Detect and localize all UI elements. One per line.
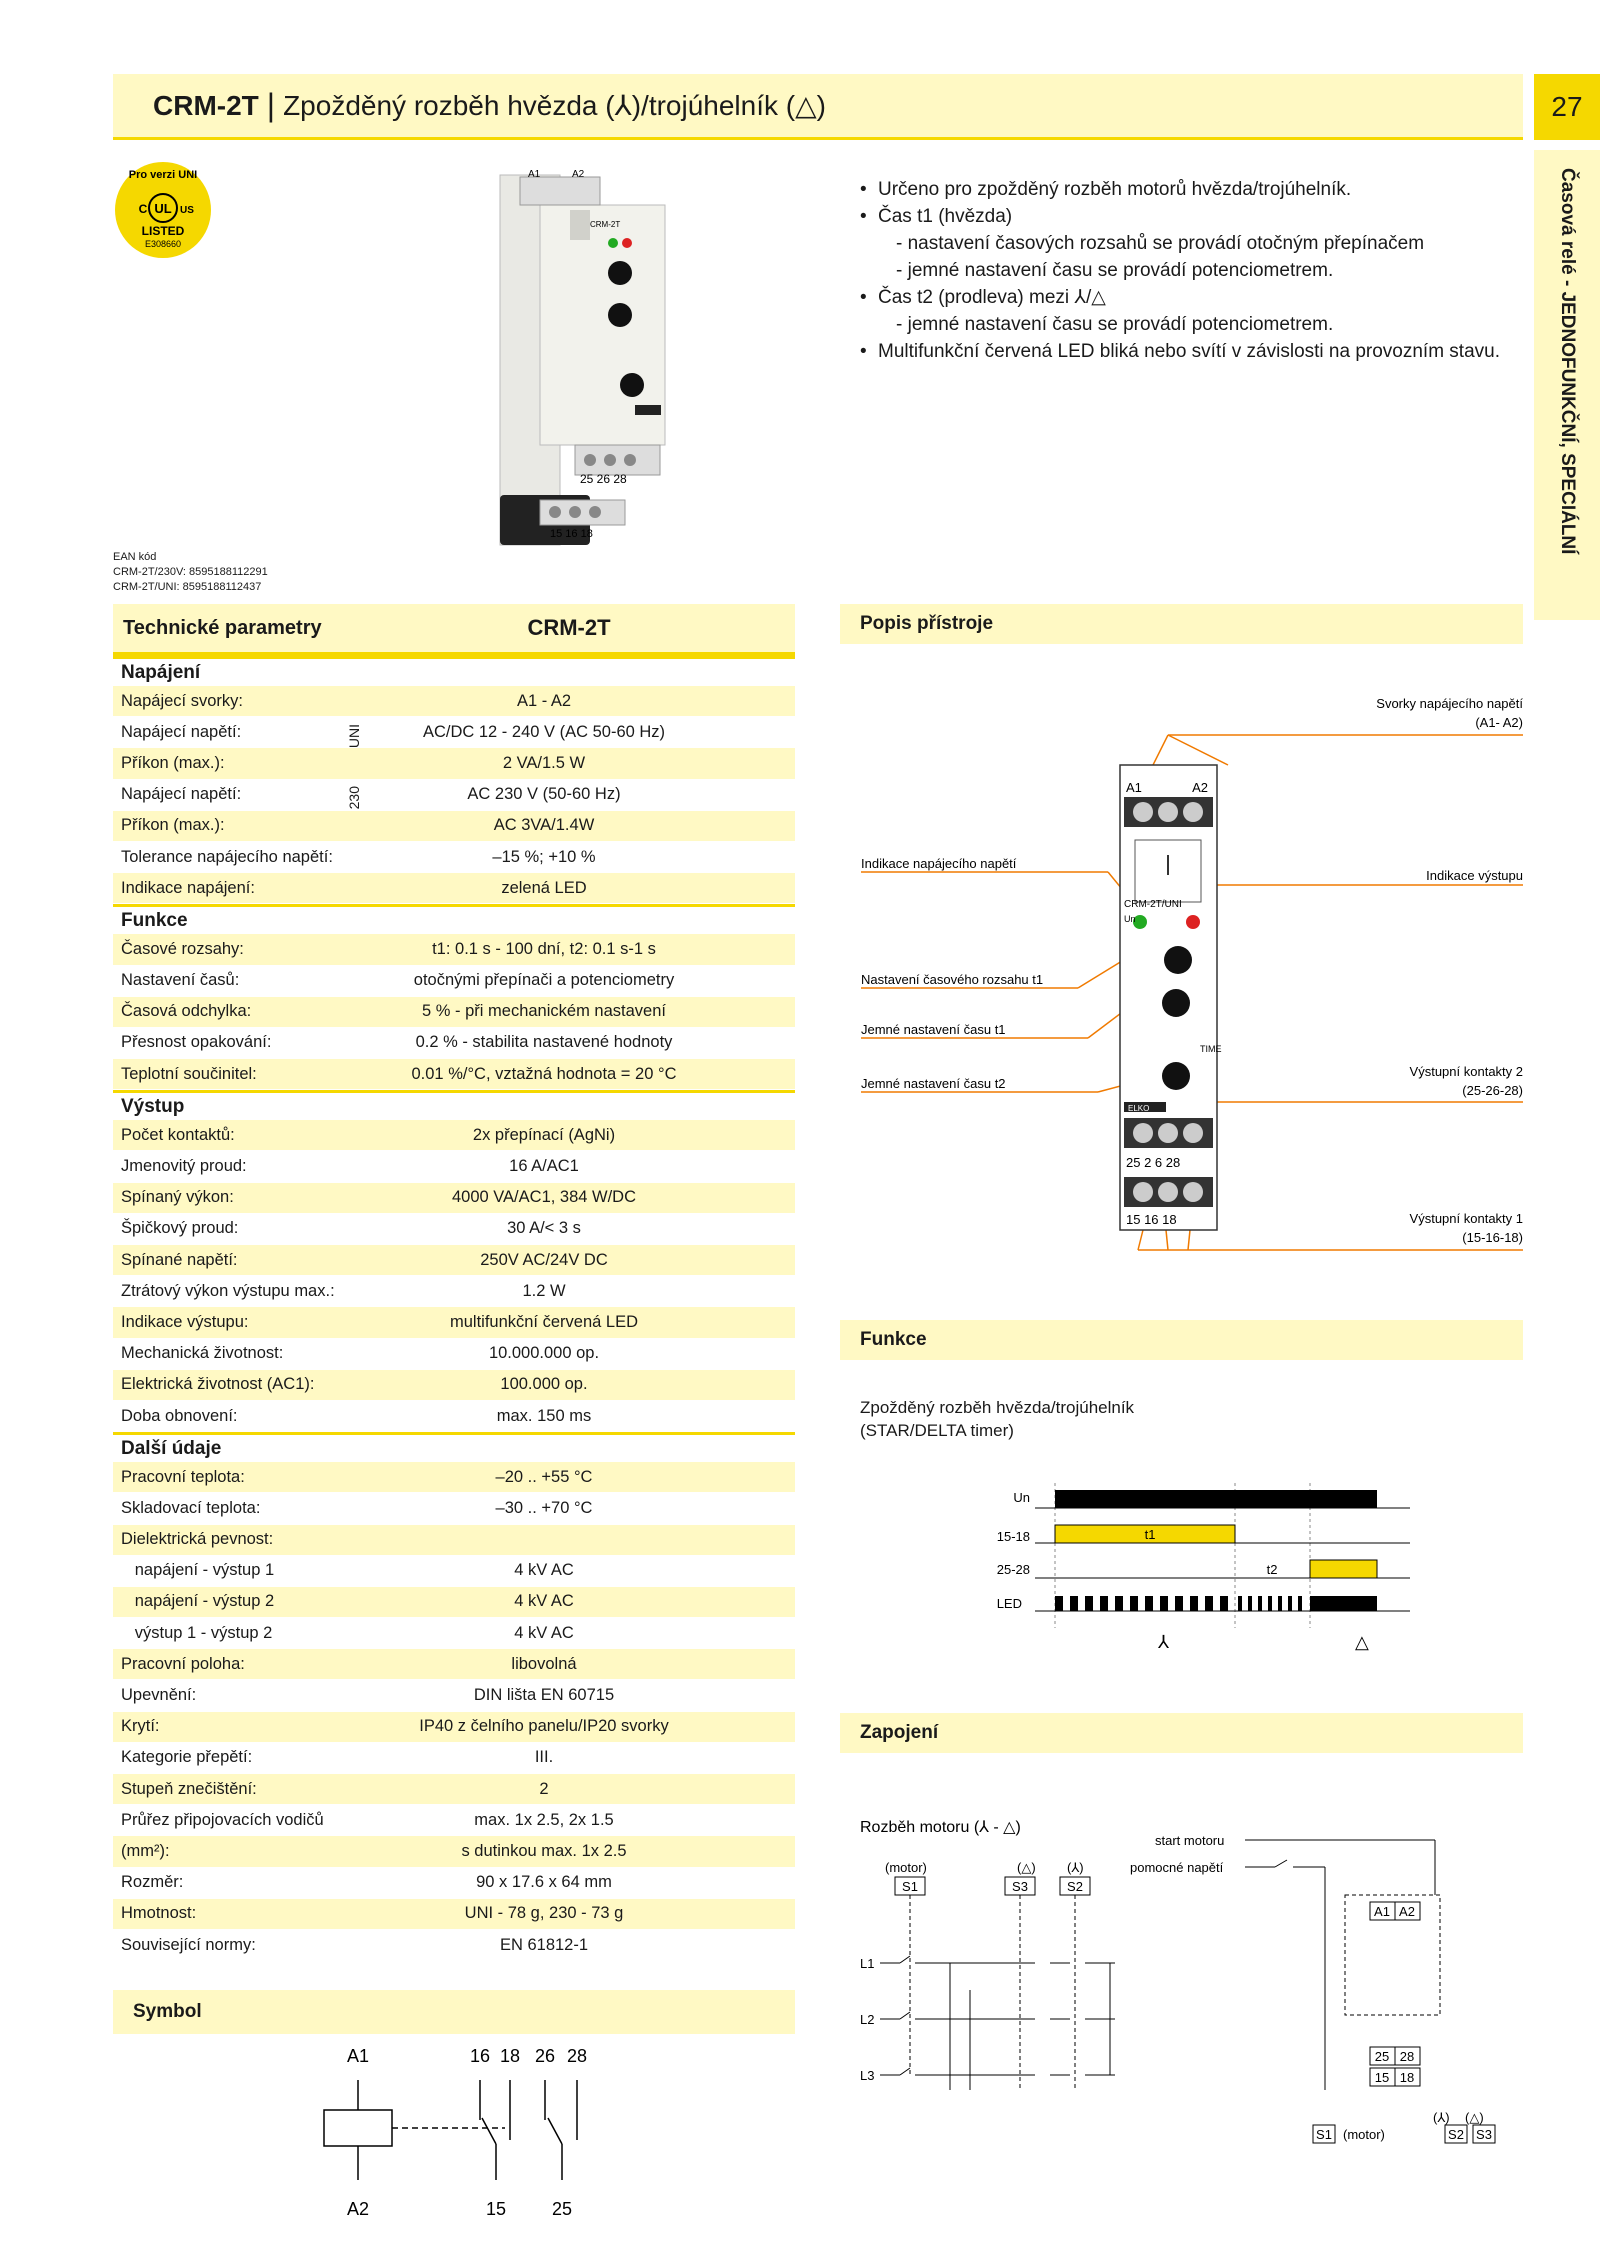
tech-row-label: Napájecí svorky: <box>121 691 243 710</box>
svg-text:25: 25 <box>1374 2049 1390 2064</box>
svg-text:Jemné nastavení času t1: Jemné nastavení času t1 <box>861 1022 1006 1037</box>
product-photo <box>480 165 670 555</box>
tech-row-label: Související normy: <box>121 1935 256 1954</box>
svg-text:(15-16-18): (15-16-18) <box>1462 1230 1523 1245</box>
tech-row <box>113 1183 795 1214</box>
svg-text:TIME: TIME <box>1200 1044 1222 1054</box>
tech-row-label: Krytí: <box>121 1717 160 1736</box>
tech-row <box>113 1899 795 1930</box>
tech-row-value: 2x přepínací (AgNi) <box>472 1125 616 1144</box>
feature-list <box>860 176 1540 365</box>
tech-row <box>113 1836 795 1867</box>
badge-c: C <box>138 202 148 216</box>
svg-text:25 2 6 28: 25 2 6 28 <box>1126 1155 1181 1170</box>
tech-row-label: Elektrická životnost (AC1): <box>121 1375 315 1394</box>
svg-text:A1: A1 <box>346 2046 370 2066</box>
svg-text:ELKO: ELKO <box>1128 1104 1150 1113</box>
tech-row-value: max. 150 ms <box>496 1406 592 1425</box>
tech-section-title: Další údaje <box>113 1432 795 1462</box>
tech-row-value: s dutinkou max. 1x 2.5 <box>461 1841 627 1860</box>
tech-row-value: 100.000 op. <box>500 1375 588 1394</box>
tech-row-label: výstup 1 - výstup 2 <box>121 1623 273 1642</box>
svg-text:A2: A2 <box>1192 780 1208 795</box>
svg-text:18: 18 <box>499 2046 521 2066</box>
tech-row <box>113 1743 795 1774</box>
ul-badge <box>113 158 213 268</box>
symbol-title: Symbol <box>133 2001 202 2022</box>
tech-row-label: Pracovní teplota: <box>121 1467 245 1486</box>
svg-text:start motoru: start motoru <box>1155 1833 1225 1848</box>
svg-text:(△): (△) <box>1017 1860 1036 1875</box>
tech-row-value: 250V AC/24V DC <box>480 1250 608 1269</box>
tech-row <box>113 1525 795 1556</box>
tech-params-header <box>113 604 795 656</box>
v230-side-label: 230 <box>346 785 362 810</box>
svg-text:16: 16 <box>469 2046 491 2066</box>
tech-row <box>113 1339 795 1370</box>
svg-text:△: △ <box>1355 1632 1369 1652</box>
tech-row-label: napájení - výstup 1 <box>121 1561 275 1580</box>
svg-text:A2: A2 <box>572 169 585 180</box>
svg-text:(motor): (motor) <box>1343 2127 1385 2142</box>
tech-row-label: Mechanická životnost: <box>121 1344 284 1363</box>
tech-row-label: Průřez připojovacích vodičů <box>121 1810 324 1829</box>
side-tab-label: Časová relé - JEDNOFUNKČNÍ, SPECIÁLNÍ <box>1557 168 1578 555</box>
tech-row-label: Jmenovitý proud: <box>121 1157 247 1176</box>
tech-row <box>113 934 795 965</box>
svg-text:t1: t1 <box>1144 1527 1156 1542</box>
tech-row-label: Počet kontaktů: <box>121 1125 235 1144</box>
tech-row-value: –15 %; +10 % <box>492 847 596 866</box>
svg-text:⅄: ⅄ <box>1158 1632 1169 1652</box>
svg-text:(25-26-28): (25-26-28) <box>1462 1083 1523 1098</box>
tech-row-value: –20 .. +55 °C <box>495 1467 593 1486</box>
badge-us: US <box>180 205 194 216</box>
tech-row <box>113 780 795 811</box>
tech-row <box>113 1618 795 1649</box>
tech-row-value: AC 230 V (50-60 Hz) <box>467 785 621 804</box>
tech-section-title: Výstup <box>113 1090 795 1120</box>
tech-row-label: Špičkový proud: <box>121 1219 239 1238</box>
svg-text:15-18: 15-18 <box>996 1529 1030 1544</box>
tech-row-label: Tolerance napájecího napětí: <box>121 847 333 866</box>
tech-row-label: Kategorie přepětí: <box>121 1748 253 1767</box>
svg-text:pomocné napětí: pomocné napětí <box>1130 1860 1224 1875</box>
tech-row <box>113 1059 795 1090</box>
symbol-section-bar <box>113 1990 795 2034</box>
svg-text:(△): (△) <box>1465 2110 1484 2125</box>
tech-row-label: Spínané napětí: <box>121 1250 238 1269</box>
tech-row-value: multifunkční červená LED <box>449 1312 638 1331</box>
tech-row <box>113 873 795 904</box>
tech-row-label: Rozměr: <box>121 1873 184 1892</box>
tech-row-value: DIN lišta EN 60715 <box>473 1686 615 1705</box>
tech-params-table <box>113 604 795 1961</box>
tech-row-label: Příkon (max.): <box>121 753 225 772</box>
ean-line: CRM-2T/230V: 8595188112291 <box>113 566 268 578</box>
svg-text:15: 15 <box>1374 2070 1390 2085</box>
tech-row-label: Přesnost opakování: <box>121 1033 272 1052</box>
tech-row-value: 90 x 17.6 x 64 mm <box>476 1873 612 1892</box>
svg-text:Jemné nastavení času t2: Jemné nastavení času t2 <box>861 1076 1006 1091</box>
feature-item: • Čas t2 (prodleva) mezi ⅄/△ - jemné nastavení času se provádí potenciometrem. <box>860 284 1540 338</box>
tech-row-value: zelená LED <box>501 878 587 897</box>
funkce-section-bar <box>840 1320 1523 1360</box>
device-description-diagram <box>858 690 1528 1270</box>
tech-row <box>113 748 795 779</box>
tech-row-label: napájení - výstup 2 <box>121 1592 275 1611</box>
svg-text:Rozběh motoru (⅄ - △): Rozběh motoru (⅄ - △) <box>860 1819 1021 1836</box>
svg-text:15: 15 <box>485 2199 507 2219</box>
tech-section-title: Funkce <box>113 904 795 934</box>
svg-text:Svorky napájecího napětí: Svorky napájecího napětí <box>1376 696 1523 711</box>
tech-row-value: 0.01 %/°C, vztažná hodnota = 20 °C <box>411 1064 677 1083</box>
badge-listed: LISTED <box>141 224 185 238</box>
svg-text:25-28: 25-28 <box>996 1562 1030 1577</box>
tech-row-value: 5 % - při mechanickém nastavení <box>422 1002 666 1021</box>
ean-codes <box>113 550 268 595</box>
tech-row-label: Příkon (max.): <box>121 816 225 835</box>
tech-row-label: Hmotnost: <box>121 1904 197 1923</box>
tech-row-value: otočnými přepínači a potenciometry <box>413 971 675 990</box>
svg-text:S1: S1 <box>902 1879 918 1894</box>
tech-row-label: Napájecí napětí: <box>121 785 242 804</box>
tech-row-value: 16 A/AC1 <box>509 1157 579 1176</box>
svg-text:Indikace napájecího napětí: Indikace napájecího napětí <box>861 856 1017 871</box>
tech-row-value: t1: 0.1 s - 100 dní, t2: 0.1 s-1 s <box>432 939 656 958</box>
tech-row-value: 4 kV AC <box>514 1592 574 1611</box>
tech-row <box>113 1805 795 1836</box>
uni-side-label: UNI <box>346 724 362 749</box>
page-header <box>113 74 1523 140</box>
tech-row <box>113 1151 795 1182</box>
feature-subitem: - jemné nastavení času se provádí potenciometrem. <box>896 314 1334 335</box>
tech-row <box>113 842 795 873</box>
ean-line: CRM-2T/UNI: 8595188112437 <box>113 581 262 593</box>
badge-ul: UL <box>154 201 172 216</box>
svg-text:S3: S3 <box>1476 2127 1492 2142</box>
svg-text:S2: S2 <box>1448 2127 1464 2142</box>
wiring-diagram <box>855 1810 1525 2210</box>
svg-text:t2: t2 <box>1266 1562 1278 1577</box>
svg-text:Nastavení časového rozsahu t1: Nastavení časového rozsahu t1 <box>861 972 1044 987</box>
badge-top-text: Pro verzi UNI <box>128 169 198 181</box>
tech-row <box>113 997 795 1028</box>
svg-text:(⅄): (⅄) <box>1433 2110 1450 2125</box>
symbol-diagram <box>300 2040 620 2220</box>
svg-text:Indikace výstupu: Indikace výstupu <box>1426 868 1523 883</box>
svg-text:A2: A2 <box>1399 1904 1415 1919</box>
side-tab <box>1534 150 1600 620</box>
funkce-description: Zpožděný rozběh hvězda/trojúhelník <box>860 1398 1135 1417</box>
tech-row-value: 1.2 W <box>522 1281 566 1300</box>
ean-title: EAN kód <box>113 551 157 563</box>
tech-row-value: AC 3VA/1.4W <box>493 816 595 835</box>
tech-row <box>113 1462 795 1493</box>
popis-section-bar <box>840 604 1523 644</box>
model-name: CRM-2T <box>153 89 259 121</box>
svg-text:S2: S2 <box>1067 1879 1083 1894</box>
svg-text:L1: L1 <box>860 1956 875 1971</box>
tech-section-title: Napájení <box>113 656 795 686</box>
title-separator: | <box>266 87 276 123</box>
tech-row-label: Upevnění: <box>121 1686 197 1705</box>
tech-row-label: Teplotní součinitel: <box>121 1064 257 1083</box>
tech-row-value: AC/DC 12 - 240 V (AC 50-60 Hz) <box>422 722 666 741</box>
tech-row <box>113 1370 795 1401</box>
svg-text:S3: S3 <box>1012 1879 1028 1894</box>
page-title: Zpožděný rozběh hvězda (⅄)/trojúhelník (△) <box>283 90 826 121</box>
feature-subitem: - jemné nastavení času se provádí potenciometrem. <box>896 260 1334 281</box>
tech-row-value: 4 kV AC <box>514 1561 574 1580</box>
tech-row-label: Spínaný výkon: <box>121 1188 234 1207</box>
tech-row <box>113 966 795 997</box>
funkce-title: Funkce <box>860 1329 927 1350</box>
svg-text:15 16 18: 15 16 18 <box>550 528 593 540</box>
zapojeni-title: Zapojení <box>860 1722 939 1743</box>
tech-row <box>113 1649 795 1680</box>
feature-item: • Čas t1 (hvězda) - nastavení časových rozsahů se provádí otočným přepínačem - jemné nastavení času se provádí potenciometrem. <box>860 203 1540 284</box>
svg-text:Un: Un <box>1013 1490 1030 1505</box>
tech-row-label: (mm²): <box>121 1841 170 1860</box>
tech-row <box>113 1401 795 1432</box>
tech-row <box>113 1680 795 1711</box>
tech-params-title: Technické parametry <box>123 616 322 639</box>
svg-text:A2: A2 <box>346 2199 370 2219</box>
tech-row-value: IP40 z čelního panelu/IP20 svorky <box>419 1717 669 1736</box>
svg-text:15 16 18: 15 16 18 <box>1126 1212 1177 1227</box>
tech-row-label: Dielektrická pevnost: <box>121 1530 274 1549</box>
feature-subitem: - nastavení časových rozsahů se provádí otočným přepínačem <box>896 233 1425 254</box>
svg-text:A1: A1 <box>1374 1904 1390 1919</box>
svg-text:L2: L2 <box>860 2012 875 2027</box>
zapojeni-section-bar <box>840 1713 1523 1753</box>
tech-row <box>113 1587 795 1618</box>
tech-row <box>113 1868 795 1899</box>
tech-row-label: Časová odchylka: <box>121 1002 252 1021</box>
svg-text:A1: A1 <box>528 169 541 180</box>
tech-row <box>113 1930 795 1961</box>
svg-text:A1: A1 <box>1126 780 1142 795</box>
svg-text:25 26 28: 25 26 28 <box>580 472 627 486</box>
tech-row <box>113 686 795 717</box>
tech-row-value: III. <box>534 1748 554 1767</box>
tech-row <box>113 1307 795 1338</box>
svg-text:(motor): (motor) <box>885 1860 927 1875</box>
tech-row-label: Indikace výstupu: <box>121 1312 249 1331</box>
tech-row <box>113 1214 795 1245</box>
tech-row-label: Nastavení časů: <box>121 971 240 990</box>
tech-row <box>113 1556 795 1587</box>
tech-row-label: Doba obnovení: <box>121 1406 238 1425</box>
tech-row-value: 2 <box>539 1779 549 1798</box>
tech-row <box>113 811 795 842</box>
tech-row-value: 0.2 % - stabilita nastavené hodnoty <box>415 1033 673 1052</box>
badge-code: E308660 <box>144 239 182 249</box>
svg-text:Výstupní kontakty 1: Výstupní kontakty 1 <box>1409 1211 1523 1226</box>
tech-row-value: libovolná <box>511 1654 577 1673</box>
tech-row-value: max. 1x 2.5, 2x 1.5 <box>474 1810 614 1829</box>
tech-row-value: 2 VA/1.5 W <box>502 753 586 772</box>
funkce-description-en: (STAR/DELTA timer) <box>860 1421 1014 1440</box>
tech-row <box>113 1712 795 1743</box>
popis-title: Popis přístroje <box>860 613 994 634</box>
tech-row-label: Napájecí napětí: <box>121 722 242 741</box>
tech-row-value: 10.000.000 op. <box>488 1344 600 1363</box>
svg-text:26: 26 <box>534 2046 556 2066</box>
tech-row-value: UNI - 78 g, 230 - 73 g <box>464 1904 624 1923</box>
tech-row-label: Ztrátový výkon výstupu max.: <box>121 1281 335 1300</box>
svg-text:(A1- A2): (A1- A2) <box>1475 715 1523 730</box>
feature-item: • Určeno pro zpožděný rozběh motorů hvězda/trojúhelník. <box>860 176 1540 203</box>
tech-row-label: Stupeň znečištění: <box>121 1779 257 1798</box>
tech-row-value: –30 .. +70 °C <box>495 1498 593 1517</box>
tech-row-value: 4000 VA/AC1, 384 W/DC <box>451 1188 637 1207</box>
tech-row-value: EN 61812-1 <box>499 1935 589 1954</box>
tech-row <box>113 717 795 748</box>
tech-row-label: Indikace napájení: <box>121 878 255 897</box>
feature-item: • Multifunkční červená LED bliká nebo svítí v závislosti na provozním stavu. <box>860 338 1540 365</box>
tech-params-model: CRM-2T <box>527 615 611 640</box>
svg-text:Un: Un <box>1124 914 1136 924</box>
tech-row <box>113 1276 795 1307</box>
tech-row-value: 30 A/< 3 s <box>507 1219 581 1238</box>
page-number: 27 <box>1534 74 1600 140</box>
svg-text:28: 28 <box>566 2046 588 2066</box>
svg-text:LED: LED <box>996 1596 1022 1611</box>
tech-row <box>113 1120 795 1151</box>
tech-row <box>113 1245 795 1276</box>
svg-text:18: 18 <box>1399 2070 1415 2085</box>
tech-row-label: Časové rozsahy: <box>121 939 244 958</box>
timing-diagram <box>970 1478 1420 1658</box>
tech-row <box>113 1493 795 1524</box>
svg-text:S1: S1 <box>1316 2127 1332 2142</box>
svg-text:CRM-2T/UNI: CRM-2T/UNI <box>1124 899 1182 910</box>
tech-row-value: A1 - A2 <box>516 691 572 710</box>
tech-row-value: 4 kV AC <box>514 1623 574 1642</box>
svg-text:25: 25 <box>551 2199 573 2219</box>
tech-row-label: Skladovací teplota: <box>121 1498 261 1517</box>
tech-row <box>113 1774 795 1805</box>
tech-params-body <box>113 656 795 1961</box>
tech-row <box>113 1028 795 1059</box>
svg-text:CRM-2T: CRM-2T <box>590 220 621 229</box>
tech-row-label: Pracovní poloha: <box>121 1654 245 1673</box>
svg-text:(⅄): (⅄) <box>1067 1860 1084 1875</box>
svg-text:L3: L3 <box>860 2068 875 2083</box>
svg-text:Výstupní kontakty 2: Výstupní kontakty 2 <box>1409 1064 1523 1079</box>
svg-text:28: 28 <box>1399 2049 1415 2064</box>
